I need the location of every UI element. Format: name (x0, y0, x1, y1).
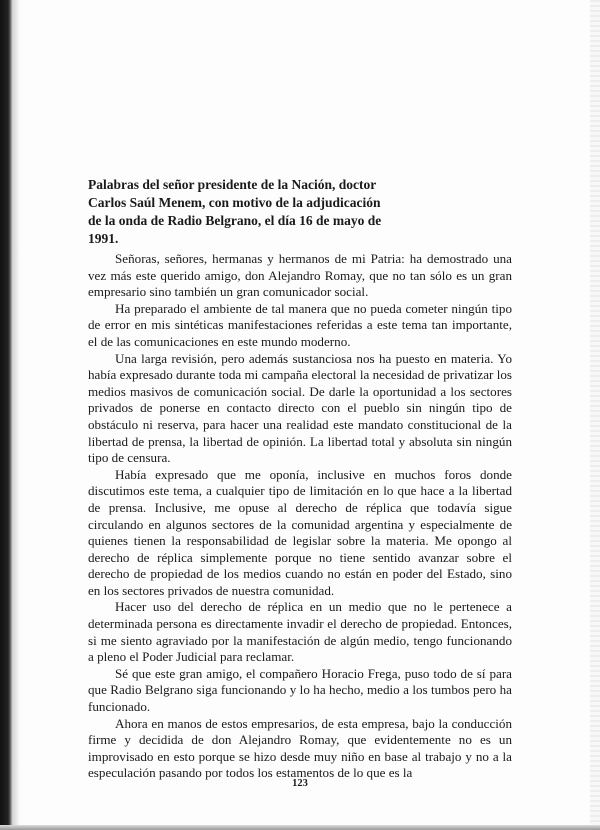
book-spine-shadow (0, 0, 12, 830)
speech-body (88, 251, 512, 782)
paragraph: Ahora en manos de estos empresarios, de esta empresa, bajo la conducción firme y decidida de don Alejandro Romay, que evidentemente no es un improvisado en esto porque se hizo desde muy niño en base al trabajo y no a la especulación pasando por todos los estamentos de lo que es la (88, 715, 512, 781)
paragraph: Una larga revisión, pero además sustanciosa nos ha puesto en materia. Yo había expresado durante toda mi campaña electoral la necesidad de privatizar los medios masivos de comunicación social. De darle la oportunidad a los sectores privados de ponerse en contacto directo con el pueblo sin ningún tipo de obstáculo ni reserva, para hacer una realidad este mandato constitucional de la libertad de prensa, la libertad de opinión. La libertad total y absoluta sin ningún tipo de censura. (88, 350, 512, 466)
page-number: 123 (292, 778, 308, 789)
page-bottom-edge (0, 825, 600, 830)
speech-heading: Palabras del señor presidente de la Nación, doctor Carlos Saúl Menem, con motivo de la adjudicación de la onda de Radio Belgrano, el día 16 de mayo de 1991. (88, 177, 382, 246)
page-edge (590, 0, 600, 830)
paragraph: Sé que este gran amigo, el compañero Horacio Frega, puso todo de sí para que Radio Belgrano siga funcionando y lo ha hecho, medio a los tumbos pero ha funcionado. (88, 665, 512, 715)
paragraph: Hacer uso del derecho de réplica en un medio que no le pertenece a determinada persona es directamente invadir el derecho de propiedad. Entonces, si me siento agraviado por la manifestación de algún medio, tengo funcionando a pleno el Poder Judicial para reclamar. (88, 599, 512, 665)
paragraph: Ha preparado el ambiente de tal manera que no pueda cometer ningún tipo de error en mis sintéticas manifestaciones referidas a este tema tan importante, el de las comunicaciones en este mundo moderno. (88, 300, 512, 349)
gutter-shadow (12, 0, 20, 830)
paragraph: Señoras, señores, hermanas y hermanos de mi Patria: ha demostrado una vez más este querido amigo, don Alejandro Romay, que no tan sólo es un gran empresario sino también un gran comunicador social. (88, 251, 512, 300)
paragraph: Había expresado que me oponía, inclusive en muchos foros donde discutimos este tema, a cualquier tipo de limitación en lo que hace a la libertad de prensa. Inclusive, me opuse al derecho de réplica que todavía sigue circulando en algunos sectores de la comunidad argentina y especialmente de quienes tienen la responsabilidad de legislar sobre la materia. Me opongo al derecho de réplica simplemente porque no tiene sentido avanzar sobre el derecho de propiedad de los medios cuando no están en poder del Estado, sino en los sectores privados de nuestra comunidad. (88, 466, 512, 598)
